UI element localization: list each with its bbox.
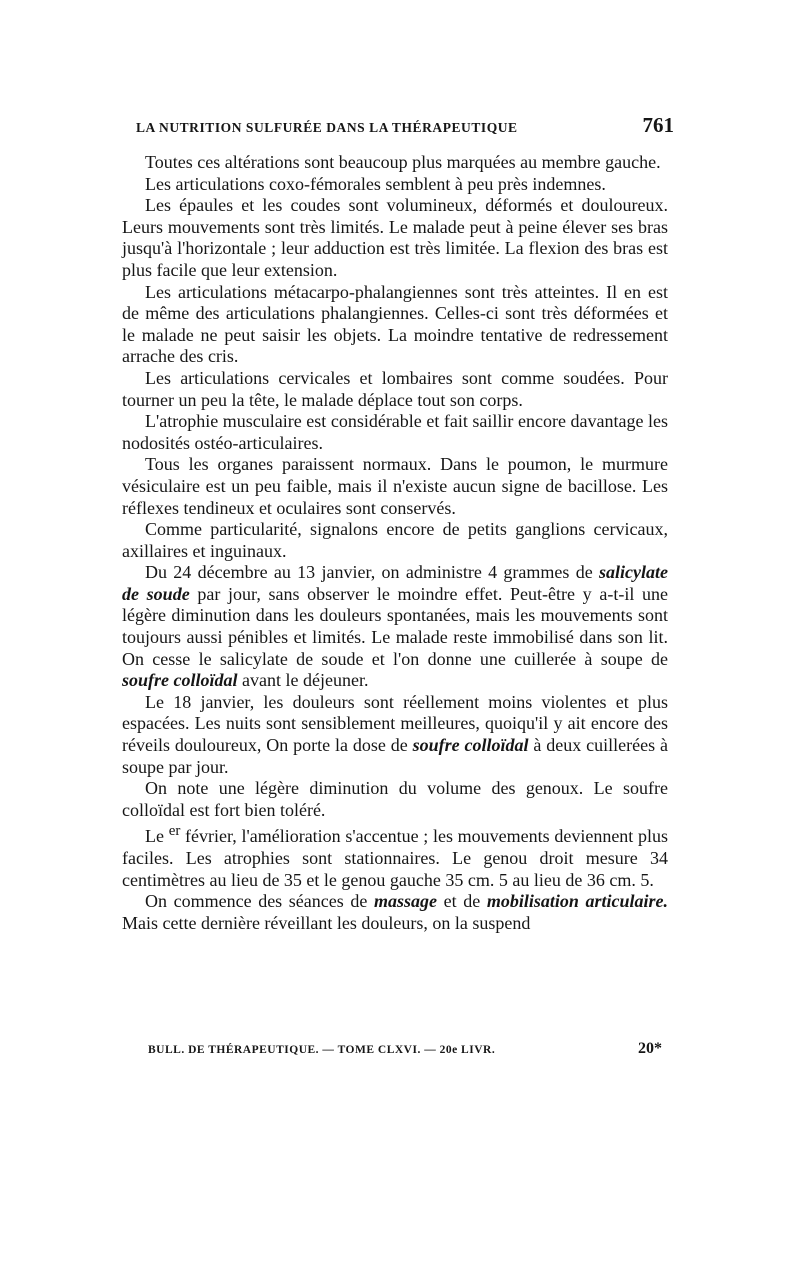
text-run: février, l'amélioration s'accentue ; les mouvements deviennent plus faciles. Les atrophies sont stationnaires. Le genou droit mesure 34 centimètres au lieu de 35 et le genou gauche 35 cm. 5 au lieu de 36 cm. 5. bbox=[122, 826, 669, 890]
paragraph: Tous les organes paraissent normaux. Dans le poumon, le murmure vésiculaire est un peu faible, mais il n'existe aucun signe de bacillose. Les réflexes tendineux et oculaires sont conservés. bbox=[122, 454, 668, 518]
text-run: par jour, sans observer le moindre effet. Peut-être y a-t-il une légère diminution dans les douleurs spontanées, mais les mouvements sont toujours aussi pénibles et limités. Le malade reste immobilisé dans son lit. On cesse le salicylate de soude et l'on donne une cuillerée à soupe de bbox=[122, 583, 668, 669]
signature-mark: 20* bbox=[638, 1040, 662, 1057]
paragraph: Les articulations cervicales et lombaires sont comme soudées. Pour tourner un peu la tête, le malade déplace tout son corps. bbox=[122, 367, 668, 410]
paragraph bbox=[122, 891, 668, 934]
text-run: Du 24 décembre au 13 janvier, on administre 4 grammes de bbox=[145, 562, 600, 583]
superscript: er bbox=[168, 823, 181, 840]
paragraph: Les articulations métacarpo-phalangiennes sont très atteintes. Il en est de même des articulations phalangiennes. Celles-ci sont très déformées et le malade ne peut saisir les objets. La moindre tentative de redressement arrache des cris. bbox=[122, 281, 668, 367]
paragraph: Les épaules et les coudes sont volumineux, déformés et douloureux. Leurs mouvements sont très limités. Le malade peut à peine élever ses bras jusqu'à l'horizontale ; leur adduction est très limitée. La flexion des bras est plus facile que leur extension. bbox=[122, 195, 668, 280]
page-header bbox=[136, 112, 674, 142]
text-run: Mais cette dernière réveillant les douleurs, on la suspend bbox=[122, 912, 531, 933]
paragraph: Les articulations coxo-fémorales semblent à peu près indemnes. bbox=[145, 173, 606, 194]
paragraph bbox=[122, 692, 668, 778]
text-run: et de bbox=[437, 891, 487, 912]
italic-term: salicylate de soude bbox=[122, 562, 668, 604]
page-footer bbox=[148, 1040, 662, 1062]
text-run: Le bbox=[145, 826, 169, 847]
running-title: LA NUTRITION SULFURÉE DANS LA THÉRAPEUTIQUE bbox=[136, 120, 518, 135]
article-body bbox=[122, 152, 668, 934]
italic-term: soufre colloïdal bbox=[122, 670, 238, 691]
paragraph bbox=[122, 562, 668, 692]
italic-term: soufre colloïdal bbox=[412, 735, 529, 756]
text-run: Le 18 janvier, les douleurs sont réellement moins violentes et plus espacées. Les nuits sont sensiblement meilleures, quoiqu'il y ait encore des réveils douloureux, On porte la dose de bbox=[122, 691, 668, 756]
text-run: On commence des séances de bbox=[145, 891, 374, 912]
journal-footer: BULL. DE THÉRAPEUTIQUE. — TOME CLXVI. — 20e LIVR. bbox=[148, 1044, 496, 1056]
paragraph: L'atrophie musculaire est considérable et fait saillir encore davantage les nodosités ostéo-articulaires. bbox=[122, 411, 668, 453]
text-run: avant le déjeuner. bbox=[237, 670, 369, 691]
paragraph: On note une légère diminution du volume des genoux. Le soufre colloïdal est fort bien toléré. bbox=[122, 778, 668, 820]
paragraph: Comme particularité, signalons encore de petits ganglions cervicaux, axillaires et inguinaux. bbox=[122, 519, 668, 561]
italic-term: mobilisation articulaire. bbox=[486, 891, 668, 912]
text-run: à deux cuillerées à soupe par jour. bbox=[122, 735, 669, 777]
paragraph: Toutes ces altérations sont beaucoup plus marquées au membre gauche. bbox=[145, 152, 661, 172]
italic-term: massage bbox=[374, 891, 437, 912]
page-number: 761 bbox=[642, 113, 674, 137]
paragraph bbox=[122, 821, 668, 891]
